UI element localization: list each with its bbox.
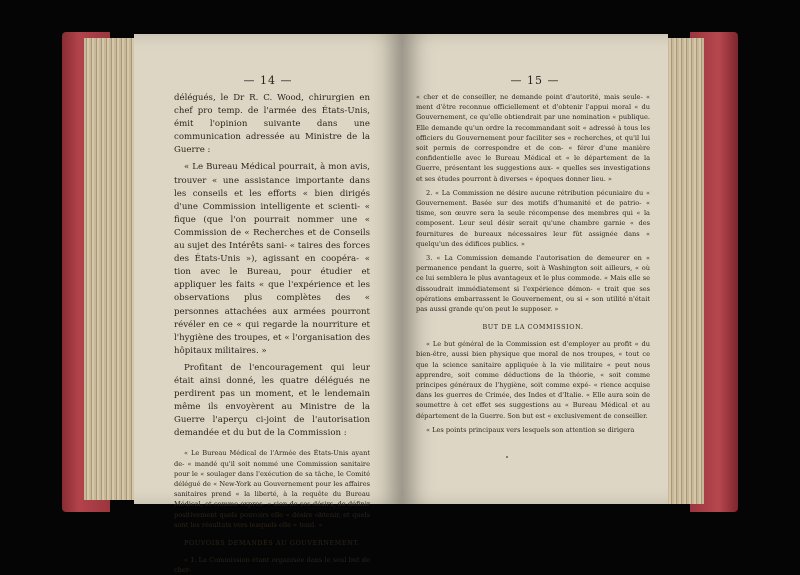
section-heading: POUVOIRS DEMANDÉS AU GOUVERNEMENT. [184, 539, 360, 548]
paragraph: « Les points principaux vers lesquels son attention se dirigera [426, 425, 635, 434]
paragraph: « Le Bureau Médical pourrait, à mon avis, trouver « une assistance importante dans les conseils et les efforts « bien dirigés d'une Commission intelligente et scienti- « fique (que l'on pourrait nommer une « Commission de « Recherches et de Conseils au sujet des Intérêts sani- « taires des forces des États-Unis »), agissant en coopéra- « tion avec le Bureau, pour étudier et appliquer les faits « que l'expérience et les observations plus complètes des « personnes attachées aux armées pourront révéler en ce « qui regarde la nourriture et l'hygiène des troupes, et « l'organisation des hôpitaux militaires. » [174, 162, 370, 356]
page-edges-left [84, 38, 134, 500]
paragraph: Profitant de l'encouragement qui leur était ainsi donné, les quatre délégués ne perdirent pas un moment, et le lendemain même ils envoyèrent au Ministre de la Guerre l'aperçu ci-joint de l'autorisation demandée et du but de la Commission : [174, 362, 370, 439]
left-page-text [174, 92, 370, 575]
right-page-text [416, 92, 650, 435]
paragraph: « 1. La Commission étant organisée dans le seul but de cher- [174, 556, 370, 575]
quote-block: « Le Bureau Médical de l'Armée des États-Unis ayant de- « mandé qu'il soit nommé une Commission sanitaire pour le « soulager dans l'exécution de sa tâche, le Comité délégué de « New-York au Gouvernement pour les affaires sanitaires prend « la liberté, à la requête du Bureau Médical, et comme expres- « sion de ses désirs, de définir positivement quels pouvoirs elle « désire obtenir, et quels sont les résultats vers lesquels elle « tend. » [174, 449, 370, 529]
paragraph: 3. « La Commission demande l'autorisation de demeurer en « permanence pendant la guerre, soit à Washington soit ailleurs, « où ce lui semblera le plus avantageux et le plus commode. « Mais elle se dissoudrait immédiatement si l'expérience démon- « trait que ses opérations embarrassent le Gouvernement, ou si « son utilité n'était pas aussi grande qu'on peut le supposer. » [416, 254, 650, 314]
section-heading: BUT DE LA COMMISSION. [482, 323, 584, 332]
paragraph: « Le but général de la Commission est d'employer au profit « du bien-être, aussi bien physique que moral de nos troupes, « tout ce que la science sanitaire appliquée à la vie militaire « peut nous apprendre, soit comme déductions de la théorie, « soit comme principes généraux de l'hygiène, soit comme expé- « rience acquise dans les guerres de Crimée, des Indes et d'Italie. « Elle aura soin de soumettre à cet effet ses suggestions au « Bureau Médical et au département de la Guerre. Son but est « exclusivement de conseiller. [416, 340, 650, 420]
paragraph: 2. « La Commission ne désire aucune rétribution pécuniaire du « Gouvernement. Basée sur des motifs d'humanité et de patrio- « tisme, son œuvre sera la seule récompense des membres qui « la composent. Leur seul désir serait qu'une chambre garnie « des fournitures de bureaux nécessaires leur fût assignée dans « quelqu'un des édifices publics. » [416, 188, 650, 248]
left-page [134, 34, 402, 575]
paper-speck [506, 456, 508, 458]
page-number: — 15 — [510, 74, 560, 87]
paragraph: « cher et de conseiller, ne demande point d'autorité, mais seule- « ment d'être reconnue officiellement et d'obtenir l'appui moral « du Gouvernement, ce qu'elle obtiendrait par une nomination « publique. Elle demande qu'un ordre la recommandant soit « adressé à tous les officiers du Gouvernement pour faciliter ses « recherches, et qu'il lui soit permis de correspondre et de con- « férer d'une manière confidentielle avec le Bureau Médical et « le département de la Guerre, présentant les suggestions aux- « quelles ses investigations et ses études pourront à diverses « époques donner lieu. » [416, 93, 650, 183]
right-page [402, 34, 668, 504]
paragraph: délégués, le Dr R. C. Wood, chirurgien en chef pro temp. de l'armée des États-Unis, émit l'opinion suivante dans une communication adressée au Ministre de la Guerre : [174, 93, 370, 156]
page-number: — 14 — [243, 74, 293, 87]
page-edges-right [664, 38, 704, 504]
